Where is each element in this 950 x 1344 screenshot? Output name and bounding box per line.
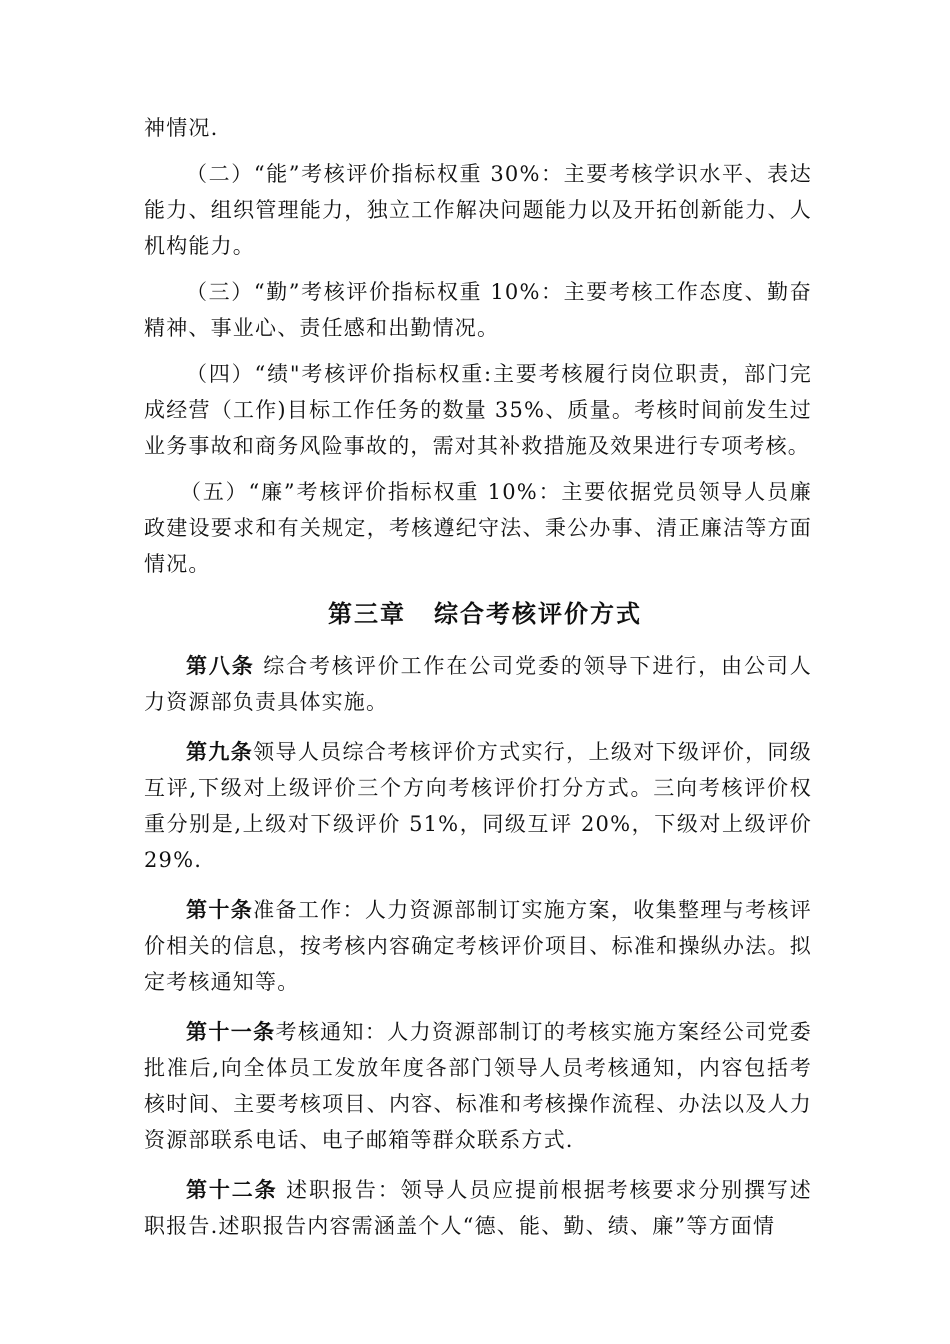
article-text: 领导人员综合考核评价方式实行，上级对下级评价，同级互评,下级对上级评价三个方向考核评价打分方式。三向考核评价权重分别是,上级对下级评价 51%，同级互评 20%，下级对上级评价 29%.: [144, 740, 812, 872]
article-label: 第十条: [186, 897, 254, 922]
paragraph-diligence: （三）“勤”考核评价指标权重 10%：主要考核工作态度、勤奋精神、事业心、责任感和出勤情况。: [144, 280, 812, 340]
article-text: 述职报告：领导人员应提前根据考核要求分别撰写述职报告.述职报告内容需涵盖个人“德、能、勤、绩、廉”等方面情: [144, 1178, 812, 1238]
article-8: [144, 648, 812, 720]
chapter-title: 综合考核评价方式: [434, 599, 642, 628]
paragraph-performance: （四）“绩"考核评价指标权重:主要考核履行岗位职责，部门完成经营（工作)目标工作任务的数量 35%、质量。考核时间前发生过业务事故和商务风险事故的，需对其补救措施及效果进行专项考核。: [144, 362, 812, 458]
article-label: 第九条: [186, 739, 254, 764]
article-text: 综合考核评价工作在公司党委的领导下进行，由公司人力资源部负责具体实施。: [144, 654, 812, 714]
article-11: [144, 1014, 812, 1158]
paragraph-ability: （二）“能”考核评价指标权重 30%：主要考核学识水平、表达能力、组织管理能力，独立工作解决问题能力以及开拓创新能力、人机构能力。: [144, 162, 812, 258]
article-label: 第八条: [186, 653, 255, 678]
article-12: [144, 1172, 812, 1244]
article-label: 第十一条: [186, 1019, 276, 1044]
article-label: 第十二条: [186, 1177, 278, 1202]
article-10: [144, 892, 812, 1000]
paragraph-integrity: （五）“廉”考核评价指标权重 10%：主要依据党员领导人员廉政建设要求和有关规定，考核遵纪守法、秉公办事、清正廉洁等方面情况。: [144, 480, 812, 576]
article-9: [144, 734, 812, 878]
article-text: 准备工作：人力资源部制订实施方案，收集整理与考核评价相关的信息，按考核内容确定考核评价项目、标准和操纵办法。拟定考核通知等。: [144, 898, 812, 994]
paragraph-continuation: 神情况.: [144, 116, 219, 140]
chapter-heading: [144, 594, 812, 634]
article-text: 考核通知：人力资源部制订的考核实施方案经公司党委批准后,向全体员工发放年度各部门领导人员考核通知，内容包括考核时间、主要考核项目、内容、标准和考核操作流程、办法以及人力资源部联系电话、电子邮箱等群众联系方式.: [144, 1020, 812, 1152]
chapter-number: 第三章: [328, 599, 406, 628]
document-page: [144, 110, 812, 1244]
